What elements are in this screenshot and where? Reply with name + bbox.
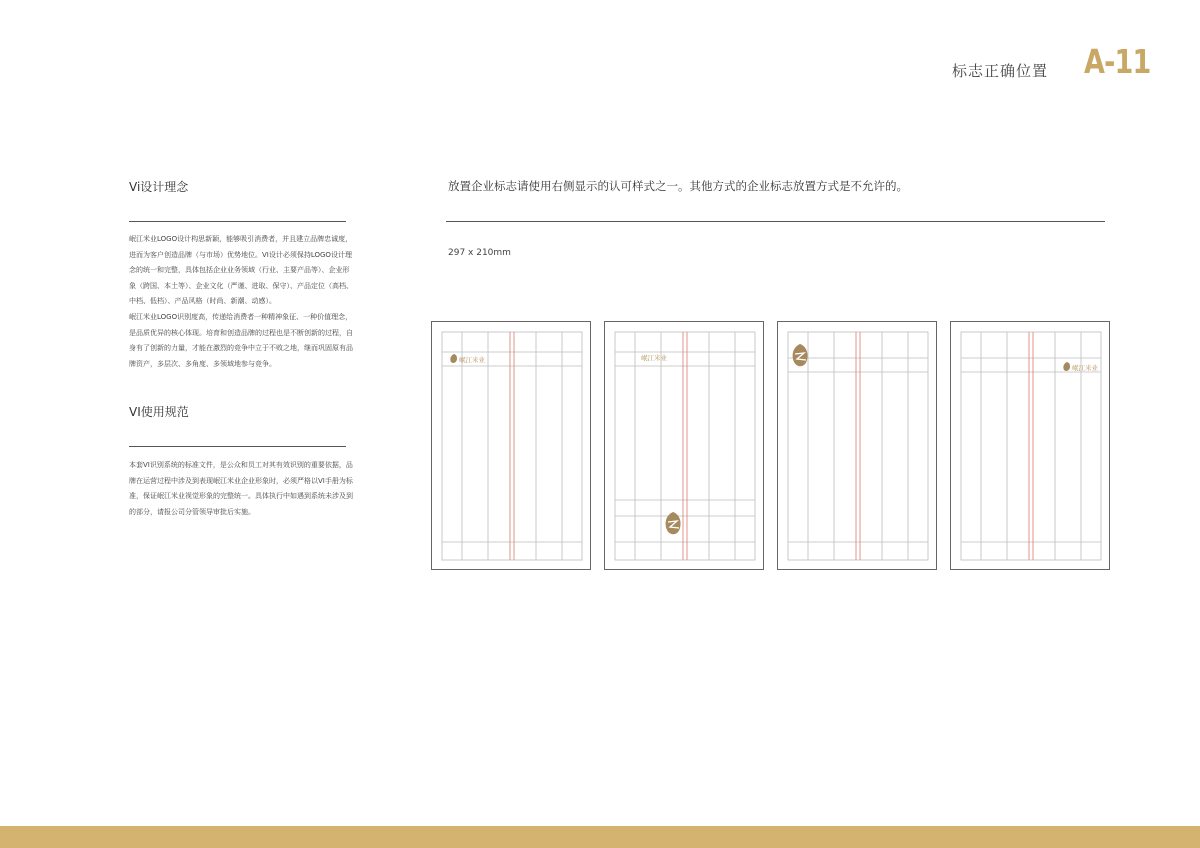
concept-paragraph-1: 岷江米业LOGO设计构思新颖，能够吸引消费者，并且建立品牌忠诚度，进而为客户创造品牌（与市场）优势地位。VI设计必须保持LOGO设计理念的统一和完整，具体包括企业业务领域（行业、主要产品等）、企业形象（跨国、本土等）、企业文化（严谨、进取、保守）、产品定位（高档、中档、低档）、产品风格（时尚、新潮、动感）。 [129, 235, 353, 306]
guide-grid-3 [778, 322, 938, 571]
concept-paragraph-2: 岷江米业LOGO识别度高，传递给消费者一种精神象征、一种价值理念，是品质优异的核心体现。培育和创造品牌的过程也是不断创新的过程，自身有了创新的力量，才能在激烈的竞争中立于不败之地，继而巩固原有品牌资产，多层次、多角度、多领域地参与竞争。 [129, 312, 353, 368]
layout-page-4 [950, 321, 1110, 570]
guide-grid-2 [605, 322, 765, 571]
concept-divider [129, 221, 346, 222]
usage-divider [129, 446, 346, 447]
layout-page-1 [431, 321, 591, 570]
wordmark-text: 岷江米业 [641, 354, 667, 362]
concept-heading: Vi设计理念 [129, 180, 189, 194]
intro-text: 放置企业标志请使用右侧显示的认可样式之一。其他方式的企业标志放置方式是不允许的。 [448, 179, 908, 193]
emblem-icon [1063, 362, 1070, 371]
emblem-icon [450, 354, 457, 363]
main-divider [446, 221, 1105, 222]
usage-text [129, 458, 354, 520]
wordmark-text: 岷江米业 [1072, 364, 1098, 372]
page-code: A-11 [1084, 42, 1151, 81]
usage-paragraph-1: 本套VI识别系统的标准文件，是公众和员工对其有效识别的重要依据，品牌在运营过程中涉及到表现岷江米业企业形象时，必须严格以VI手册为标准，保证岷江米业视觉形象的完整统一。具体执行中如遇到系统未涉及到的部分，请报公司分管领导审批后实施。 [129, 461, 353, 516]
emblem-icon [666, 512, 681, 534]
footer-band [0, 826, 1200, 848]
layout-page-3 [777, 321, 937, 570]
paper-size-label: 297 x 210mm [448, 248, 511, 258]
emblem-icon [793, 344, 808, 366]
page-title: 标志正确位置 [952, 62, 1049, 80]
usage-heading: VI使用规范 [129, 405, 189, 419]
concept-text [129, 232, 354, 372]
layout-page-2 [604, 321, 764, 570]
guide-grid-1 [432, 322, 592, 571]
wordmark-text: 岷江米业 [459, 356, 485, 364]
guide-grid-4 [951, 322, 1111, 571]
